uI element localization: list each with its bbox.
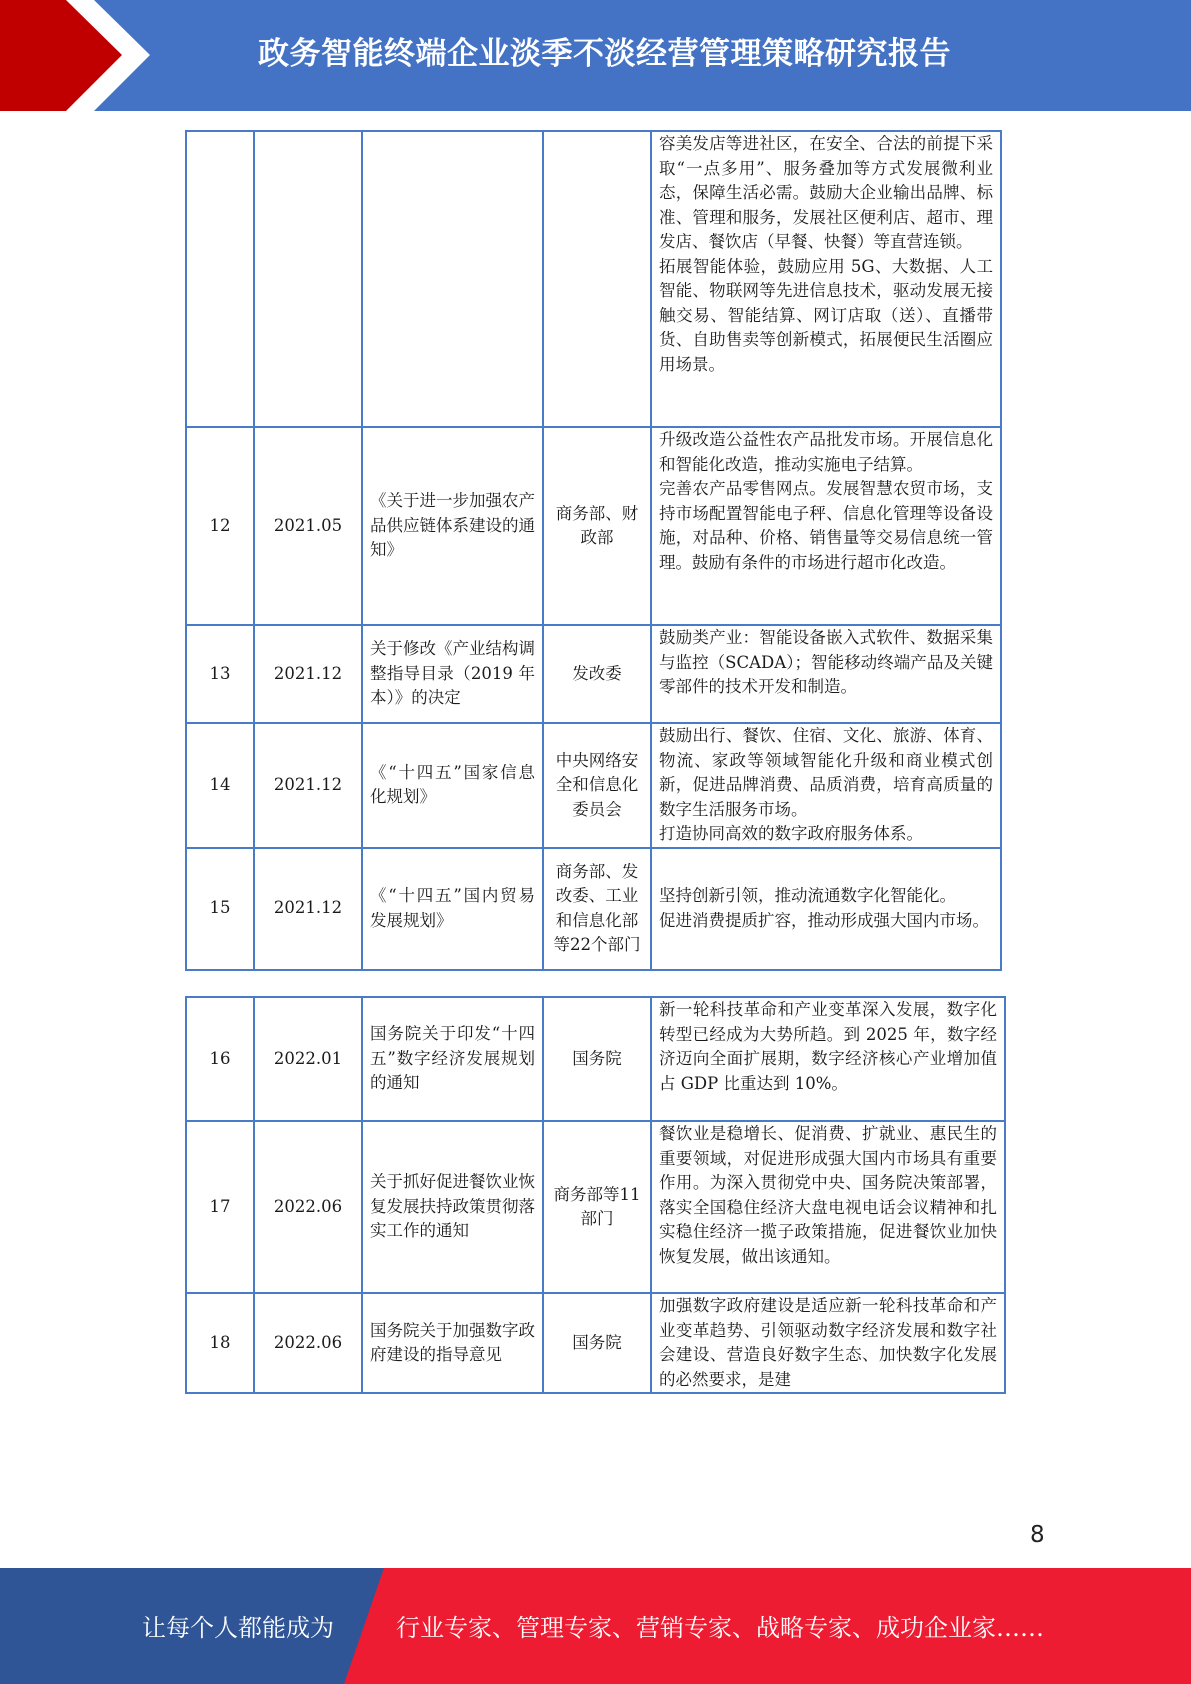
row-policy-content bbox=[651, 625, 1001, 723]
row-issuing-department: 中央网络安全和信息化委员会 bbox=[543, 723, 651, 848]
row-policy-content bbox=[651, 427, 1001, 625]
row-number: 12 bbox=[186, 427, 254, 625]
table-row bbox=[186, 131, 1001, 427]
row-policy-title: 关于抓好促进餐饮业恢复发展扶持政策贯彻落实工作的通知 bbox=[362, 1121, 543, 1293]
row-date: 2021.12 bbox=[254, 625, 362, 723]
row-policy-title: 关于修改《产业结构调整指导目录（2019 年本）》的决定 bbox=[362, 625, 543, 723]
row-policy-title: 国务院关于加强数字政府建设的指导意见 bbox=[362, 1293, 543, 1393]
table-row bbox=[186, 1293, 1005, 1393]
row-date: 2022.06 bbox=[254, 1121, 362, 1293]
row-issuing-department: 发改委 bbox=[543, 625, 651, 723]
footer-slogan-left: 让每个人都能成为 bbox=[142, 1614, 334, 1642]
policy-table-part-1 bbox=[185, 130, 1002, 971]
report-title: 政务智能终端企业淡季不淡经营管理策略研究报告 bbox=[258, 36, 951, 72]
row-date: 2022.01 bbox=[254, 997, 362, 1121]
table-row bbox=[186, 848, 1001, 970]
content-paragraph: 容美发店等进社区，在安全、合法的前提下采取“一点多用”、服务叠加等方式发展微利业态，保障生活必需。鼓励大企业输出品牌、标准、管理和服务，发展社区便利店、超市、理发店、餐饮店（早餐、快餐）等直营连锁。 bbox=[659, 134, 993, 251]
row-number bbox=[186, 131, 254, 427]
row-issuing-department: 商务部、发改委、工业和信息化部等22个部门 bbox=[543, 848, 651, 970]
table-row bbox=[186, 427, 1001, 625]
row-date bbox=[254, 131, 362, 427]
content-paragraph: 坚持创新引领，推动流通数字化智能化。 bbox=[659, 886, 956, 905]
row-issuing-department: 国务院 bbox=[543, 1293, 651, 1393]
page-header bbox=[0, 0, 1191, 111]
table-row bbox=[186, 625, 1001, 723]
content-paragraph: 升级改造公益性农产品批发市场。开展信息化和智能化改造，推动实施电子结算。 bbox=[659, 430, 993, 474]
row-policy-title: 《关于进一步加强农产品供应链体系建设的通知》 bbox=[362, 427, 543, 625]
row-policy-content bbox=[651, 997, 1005, 1121]
content-paragraph: 打造协同高效的数字政府服务体系。 bbox=[659, 824, 923, 843]
row-issuing-department: 国务院 bbox=[543, 997, 651, 1121]
row-policy-title: 《“十四五”国家信息化规划》 bbox=[362, 723, 543, 848]
content-paragraph: 加强数字政府建设是适应新一轮科技革命和产业变革趋势、引领驱动数字经济发展和数字社会建设、营造良好数字生态、加快数字化发展的必然要求，是建 bbox=[659, 1296, 997, 1389]
footer-slogan-right: 行业专家、管理专家、营销专家、战略专家、成功企业家…… bbox=[396, 1614, 1044, 1642]
row-issuing-department bbox=[543, 131, 651, 427]
page-footer bbox=[0, 1568, 1191, 1684]
row-policy-content bbox=[651, 131, 1001, 427]
row-number: 13 bbox=[186, 625, 254, 723]
row-policy-title: 国务院关于印发“十四五”数字经济发展规划的通知 bbox=[362, 997, 543, 1121]
content-paragraph: 完善农产品零售网点。发展智慧农贸市场，支持市场配置智能电子秤、信息化管理等设备设施，对品种、价格、销售量等交易信息统一管理。鼓励有条件的市场进行超市化改造。 bbox=[659, 479, 993, 572]
policy-table-part-2 bbox=[185, 996, 1006, 1394]
row-number: 14 bbox=[186, 723, 254, 848]
content-paragraph: 促进消费提质扩容，推动形成强大国内市场。 bbox=[659, 910, 989, 930]
content-paragraph: 鼓励类产业：智能设备嵌入式软件、数据采集与监控（SCADA）；智能移动终端产品及关键零部件的技术开发和制造。 bbox=[659, 628, 993, 696]
row-number: 17 bbox=[186, 1121, 254, 1293]
row-number: 15 bbox=[186, 848, 254, 970]
header-chevron-decoration bbox=[0, 0, 160, 111]
table-row bbox=[186, 723, 1001, 848]
row-date: 2022.06 bbox=[254, 1293, 362, 1393]
row-policy-title bbox=[362, 131, 543, 427]
page-number: 8 bbox=[1030, 1522, 1045, 1548]
row-policy-content bbox=[651, 1293, 1005, 1393]
row-issuing-department: 商务部等11部门 bbox=[543, 1121, 651, 1293]
row-number: 16 bbox=[186, 997, 254, 1121]
table-row bbox=[186, 997, 1005, 1121]
row-policy-content bbox=[651, 848, 1001, 970]
content-paragraph: 新一轮科技革命和产业变革深入发展，数字化转型已经成为大势所趋。到 2025 年，数字经济迈向全面扩展期，数字经济核心产业增加值占 GDP 比重达到 10%。 bbox=[659, 1000, 997, 1093]
content-paragraph: 餐饮业是稳增长、促消费、扩就业、惠民生的重要领域，对促进形成强大国内市场具有重要作用。为深入贯彻党中央、国务院决策部署，落实全国稳住经济大盘电视电话会议精神和扎实稳住经济一揽子政策措施，促进餐饮业加快恢复发展，做出该通知。 bbox=[659, 1124, 997, 1266]
row-policy-content bbox=[651, 723, 1001, 848]
row-date: 2021.12 bbox=[254, 848, 362, 970]
row-policy-title: 《“十四五”国内贸易发展规划》 bbox=[362, 848, 543, 970]
content-paragraph: 拓展智能体验，鼓励应用 5G、大数据、人工智能、物联网等先进信息技术，驱动发展无接触交易、智能结算、网订店取（送）、直播带货、自助售卖等创新模式，拓展便民生活圈应用场景。 bbox=[659, 256, 993, 374]
row-date: 2021.12 bbox=[254, 723, 362, 848]
table-row bbox=[186, 1121, 1005, 1293]
row-policy-content bbox=[651, 1121, 1005, 1293]
content-paragraph: 鼓励出行、餐饮、住宿、文化、旅游、体育、物流、家政等领域智能化升级和商业模式创新，促进品牌消费、品质消费，培育高质量的数字生活服务市场。 bbox=[659, 726, 993, 819]
row-date: 2021.05 bbox=[254, 427, 362, 625]
row-number: 18 bbox=[186, 1293, 254, 1393]
row-issuing-department: 商务部、财政部 bbox=[543, 427, 651, 625]
